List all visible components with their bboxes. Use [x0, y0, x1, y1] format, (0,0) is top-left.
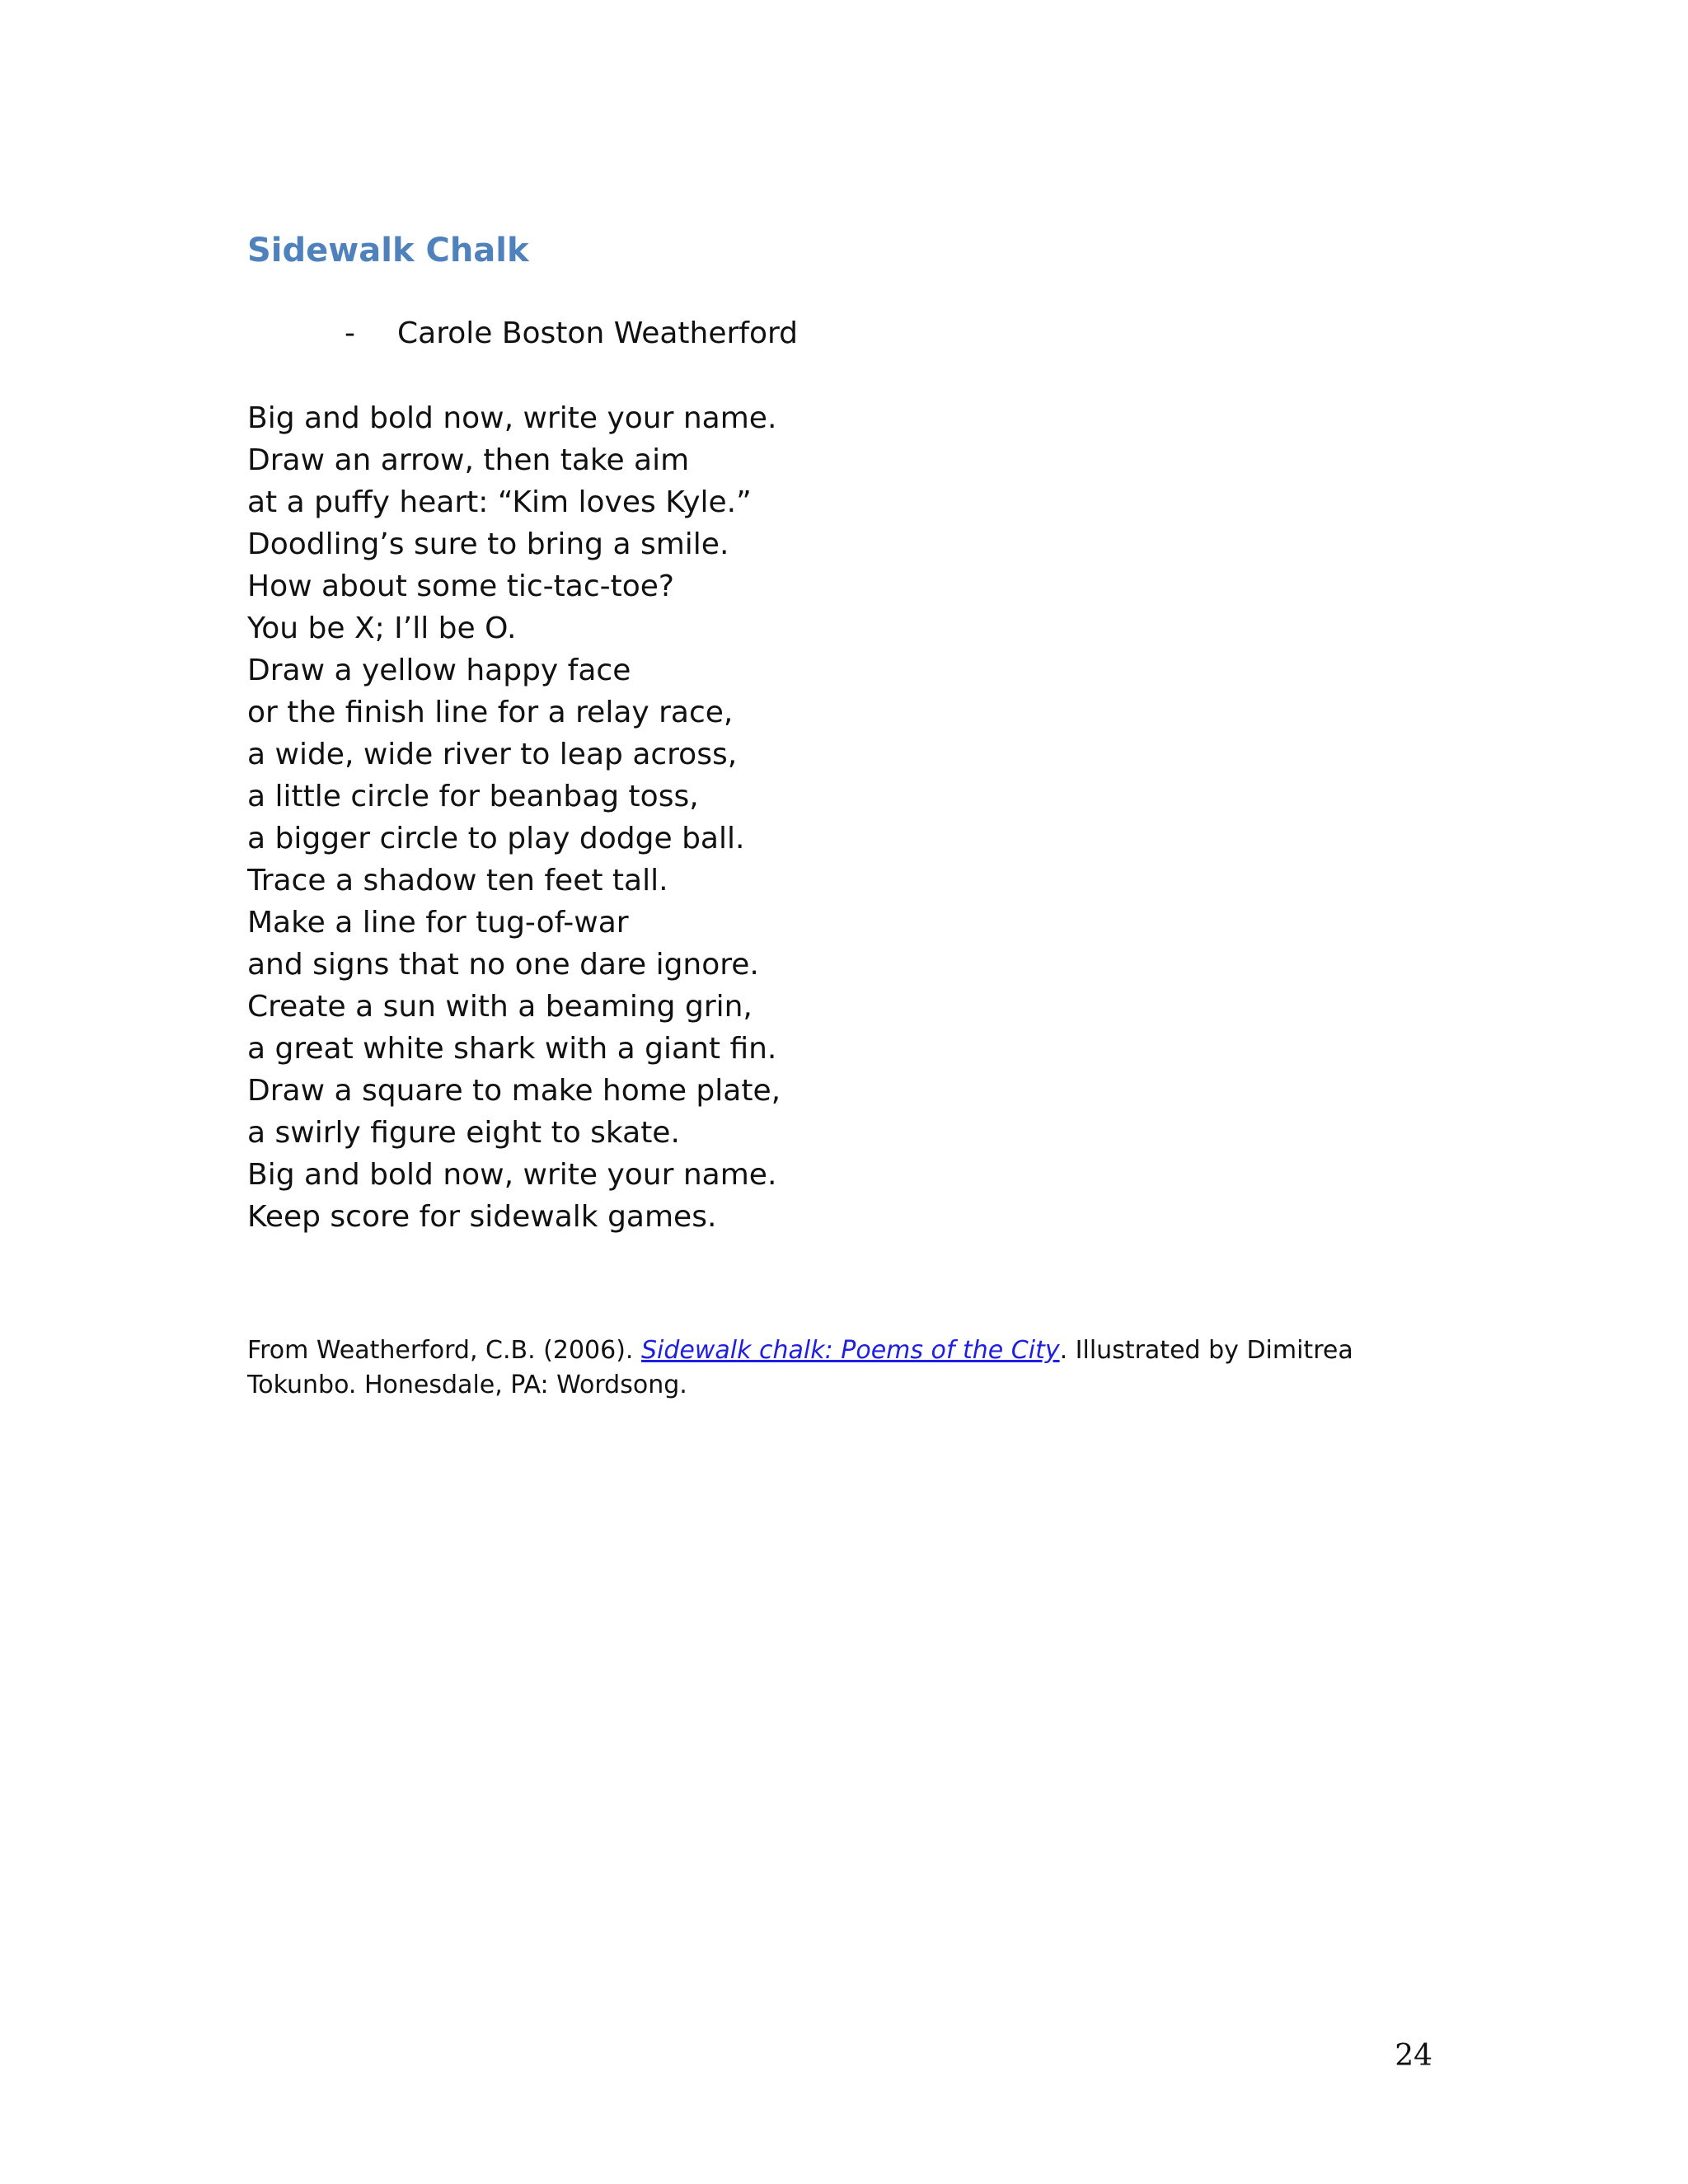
citation-book-link[interactable]: Sidewalk chalk: Poems of the City: [640, 1336, 1060, 1365]
author-dash: -: [345, 316, 355, 350]
poem-line: a wide, wide river to leap across,: [247, 738, 738, 771]
page-number: 24: [1395, 2039, 1432, 2073]
author-name: Carole Boston Weatherford: [397, 316, 798, 350]
poem-line: Big and bold now, write your name.: [247, 401, 777, 435]
poem-line: Draw an arrow, then take aim: [247, 443, 690, 477]
poem-line: Big and bold now, write your name.: [247, 1158, 777, 1192]
poem-line: Keep score for sidewalk games.: [247, 1200, 717, 1234]
poem-line: at a puffy heart: “Kim loves Kyle.”: [247, 485, 752, 519]
poem-line: Draw a square to make home plate,: [247, 1074, 781, 1108]
poem-line: Make a line for tug-of-war: [247, 906, 629, 940]
poem-title: Sidewalk Chalk: [247, 232, 529, 269]
poem-line: Create a sun with a beaming grin,: [247, 990, 753, 1024]
poem-line: a bigger circle to play dodge ball.: [247, 822, 745, 855]
poem-line: You be X; I’ll be O.: [247, 612, 517, 645]
poem-line: Trace a shadow ten feet tall.: [247, 864, 668, 898]
citation: [247, 1333, 1434, 1403]
citation-suffix: . Illustrated by Dimitrea Tokunbo. Honesdale, PA: Wordsong.: [247, 1336, 1353, 1399]
poem-line: a great white shark with a giant fin.: [247, 1032, 777, 1066]
poem-author: [345, 313, 798, 354]
poem-line: a little circle for beanbag toss,: [247, 780, 699, 813]
poem-line: or the finish line for a relay race,: [247, 696, 734, 729]
poem-line: Doodling’s sure to bring a smile.: [247, 527, 729, 561]
poem-line: a swirly figure eight to skate.: [247, 1116, 680, 1150]
citation-prefix: From Weatherford, C.B. (2006).: [247, 1336, 641, 1365]
poem-line: How about some tic-tac-toe?: [247, 569, 674, 603]
poem-body: [247, 397, 781, 1238]
poem-line: and signs that no one dare ignore.: [247, 948, 759, 982]
poem-line: Draw a yellow happy face: [247, 654, 631, 687]
